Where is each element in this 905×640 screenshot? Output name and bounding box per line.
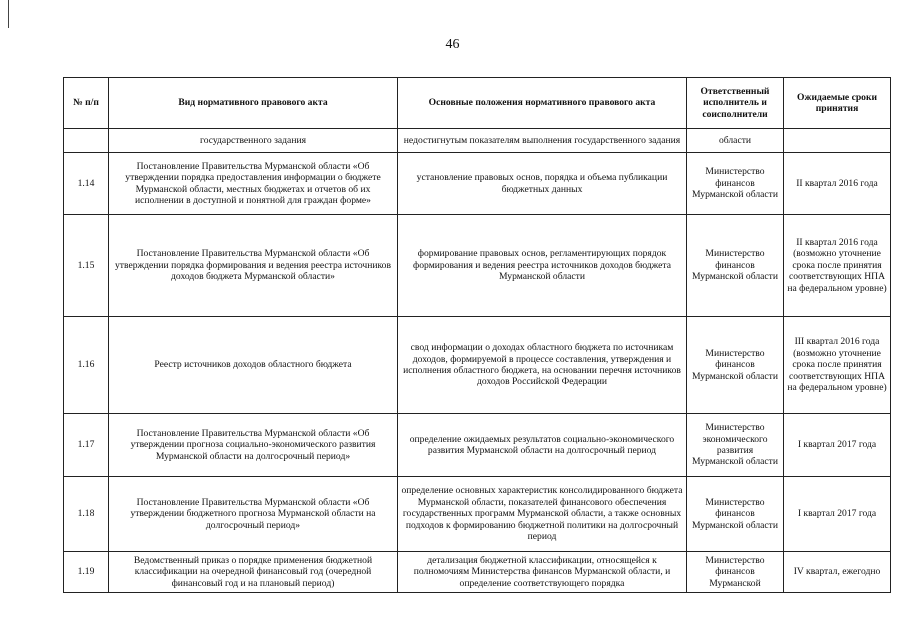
cell-provisions: определение ожидаемых результатов социально-экономического развития Мурманской области на долгосрочный период (398, 414, 687, 477)
cell-deadline: I квартал 2017 года (784, 414, 891, 477)
cell-responsible: области (687, 129, 784, 153)
header-num: № п/п (64, 78, 109, 129)
table-row (64, 215, 891, 317)
cell-num: 1.18 (64, 477, 109, 552)
table-header-row (64, 78, 891, 129)
cell-deadline: IV квартал, ежегодно (784, 552, 891, 593)
cell-responsible: Министерство экономического развития Мурманской области (687, 414, 784, 477)
cell-deadline: II квартал 2016 года (784, 153, 891, 215)
cell-responsible: Министерство финансов Мурманской (687, 552, 784, 593)
cell-num: 1.17 (64, 414, 109, 477)
cell-act-type: государственного задания (109, 129, 398, 153)
cell-num: 1.15 (64, 215, 109, 317)
table-row (64, 153, 891, 215)
cell-deadline: II квартал 2016 года (возможно уточнение срока после принятия соответствующих НПА на федеральном уровне) (784, 215, 891, 317)
cell-provisions: детализация бюджетной классификации, относящейся к полномочиям Министерства финансов Мурманской области, и определение соответствующего порядка (398, 552, 687, 593)
cell-act-type: Реестр источников доходов областного бюджета (109, 317, 398, 414)
cell-deadline: I квартал 2017 года (784, 477, 891, 552)
table-row (64, 129, 891, 153)
cell-num (64, 129, 109, 153)
page-number: 46 (445, 37, 460, 52)
header-act-type: Вид нормативного правового акта (109, 78, 398, 129)
cell-act-type: Ведомственный приказ о порядке применения бюджетной классификации на очередной финансовый год (очередной финансовый год и на плановый период) (109, 552, 398, 593)
cell-responsible: Министерство финансов Мурманской области (687, 153, 784, 215)
cell-deadline: III квартал 2016 года (возможно уточнение срока после принятия соответствующих НПА на федеральном уровне) (784, 317, 891, 414)
cell-act-type: Постановление Правительства Мурманской области «Об утверждении порядка предоставления информации о бюджете Мурманской области, местных бюджетах и отчетов об их исполнении в доступной и понятной для граждан форме» (109, 153, 398, 215)
table-row (64, 552, 891, 593)
table-row (64, 317, 891, 414)
header-provisions: Основные положения нормативного правового акта (398, 78, 687, 129)
cell-deadline (784, 129, 891, 153)
table-row (64, 414, 891, 477)
header-responsible: Ответственный исполнитель и соисполнители (687, 78, 784, 129)
cell-num: 1.19 (64, 552, 109, 593)
cell-provisions: свод информации о доходах областного бюджета по источникам доходов, формируемой в процессе составления, утверждения и исполнения областного бюджета, на основании перечня источников доходов Российской Федерации (398, 317, 687, 414)
legal-acts-table (63, 77, 891, 593)
cell-responsible: Министерство финансов Мурманской области (687, 317, 784, 414)
table-row (64, 477, 891, 552)
cell-num: 1.16 (64, 317, 109, 414)
cell-num: 1.14 (64, 153, 109, 215)
cell-responsible: Министерство финансов Мурманской области (687, 477, 784, 552)
cell-act-type: Постановление Правительства Мурманской области «Об утверждении порядка формирования и ведения реестра источников доходов бюджета Мурманской области» (109, 215, 398, 317)
cell-responsible: Министерство финансов Мурманской области (687, 215, 784, 317)
cell-act-type: Постановление Правительства Мурманской области «Об утверждении бюджетного прогноза Мурманской области на долгосрочный период» (109, 477, 398, 552)
cell-act-type: Постановление Правительства Мурманской области «Об утверждении прогноза социально-экономического развития Мурманской области на долгосрочный период» (109, 414, 398, 477)
cell-provisions: определение основных характеристик консолидированного бюджета Мурманской области, показателей финансового обеспечения государственных программ Мурманской области, а также основных подходов к формированию бюджетной политики на долгосрочный период (398, 477, 687, 552)
cell-provisions: недостигнутым показателям выполнения государственного задания (398, 129, 687, 153)
cell-provisions: установление правовых основ, порядка и объема публикации бюджетных данных (398, 153, 687, 215)
scan-edge-mark (8, 0, 9, 28)
cell-provisions: формирование правовых основ, регламентирующих порядок формирования и ведения реестра источников доходов бюджета Мурманской области (398, 215, 687, 317)
header-deadline: Ожидаемые сроки принятия (784, 78, 891, 129)
